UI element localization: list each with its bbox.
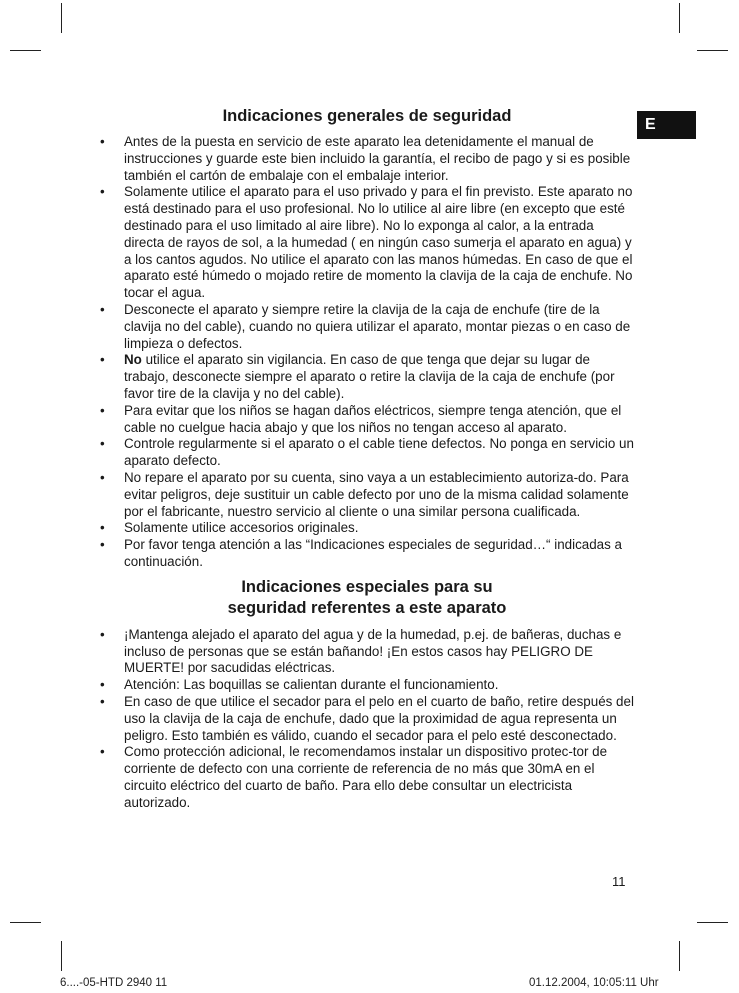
crop-mark: [61, 3, 62, 33]
heading-line: seguridad referentes a este aparato: [227, 598, 507, 617]
list-item: [97, 537, 637, 571]
crop-mark: [61, 941, 62, 971]
crop-mark: [679, 941, 680, 971]
list-item: [97, 184, 637, 302]
footer-file-info: 6....-05-HTD 2940 11: [60, 977, 168, 989]
list-item: [97, 520, 637, 537]
item-text: No repare el aparato por su cuenta, sino vaya a un establecimiento autoriza-do. Para evitar peligros, deje sustituir un cable defecto por uno de la misma calidad solamente por el fabricante, nuestro servicio al cliente o una similar persona cualificada.: [124, 469, 629, 519]
item-text: Atención: Las boquillas se calientan durante el funcionamiento.: [124, 677, 499, 693]
item-text: En caso de que utilice el secador para el pelo en el cuarto de baño, retire después del uso la clavija de la caja de enchufe, dado que la proximidad de agua representa un peligro. Esto también es válido, cuando el secador para el pelo esté desconectado.: [124, 693, 634, 743]
special-safety-list: [97, 627, 637, 812]
item-text: Por favor tenga atención a las “Indicaciones especiales de seguridad…“ indicadas a continuación.: [124, 537, 622, 569]
list-item: [97, 744, 637, 811]
list-item: [97, 694, 637, 744]
bold-text: No: [124, 352, 142, 368]
item-text: ¡Mantenga alejado el aparato del agua y de la humedad, p.ej. de bañeras, duchas e incluso de personas que se están bañando! ¡En estos casos hay PELIGRO DE MUERTE! por sacudidas eléctricas.: [124, 626, 622, 676]
list-item: [97, 470, 637, 520]
language-tab: E: [637, 111, 696, 139]
section-heading-general: Indicaciones generales de seguridad: [222, 107, 512, 125]
page-number: 11: [612, 874, 626, 889]
heading-line: Indicaciones especiales para su: [241, 577, 493, 596]
list-item: [97, 436, 637, 470]
crop-mark: [10, 50, 41, 51]
item-text: Controle regularmente si el aparato o el cable tiene defectos. No ponga en servicio un aparato defecto.: [124, 436, 634, 469]
list-item: [97, 134, 637, 184]
list-item: [97, 352, 637, 402]
item-text: Como protección adicional, le recomendamos instalar un dispositivo protec-tor de corriente de defecto con una corriente de referencia de no más que 30mA en el circuito eléctrico del cuarto de baño. Para ello debe consultar un electricista autorizado.: [124, 744, 608, 810]
section-heading-special: [97, 577, 637, 619]
list-item: [97, 677, 637, 694]
crop-mark: [697, 922, 728, 923]
item-text: utilice el aparato sin vigilancia. En caso de que tenga que dejar su lugar de trabajo, desconecte siempre el aparato o retire la clavija de la caja de enchufe (por favor tire de la clavija y no del cable).: [124, 352, 615, 401]
footer-timestamp: 01.12.2004, 10:05:11 Uhr: [529, 977, 659, 989]
item-text: Para evitar que los niños se hagan daños eléctricos, siempre tenga atención, que el cable no cuelgue hacia abajo y que los niños no tengan acceso al aparato.: [124, 402, 622, 435]
crop-mark: [10, 922, 41, 923]
item-text: Desconecte el aparato y siempre retire la clavija de la caja de enchufe (tire de la clavija no del cable), cuando no quiera utilizar el aparato, montar piezas o en caso de limpieza o defectos.: [124, 301, 631, 351]
list-item: [97, 627, 637, 677]
item-text: Antes de la puesta en servicio de este aparato lea detenidamente el manual de instrucciones y guarde este bien incluido la garantía, el recibo de pago y si es posible también el cartón de embalaje con el embalaje interior.: [124, 134, 631, 183]
general-safety-list: [97, 134, 637, 571]
page-content: [97, 106, 637, 811]
list-item: [97, 403, 637, 437]
crop-mark: [679, 3, 680, 33]
crop-mark: [697, 50, 728, 51]
item-text: Solamente utilice el aparato para el uso privado y para el fin previsto. Este aparato no está destinado para el uso profesional. No lo utilice al aire libre (en excepto que esté destinado para el uso limitado al aire libre). No lo exponga al calor, a la entrada directa de rayos de sol, a la humedad ( en ningún caso sumerja el aparato en agua) y a los cantos agudos. No utilice el aparato con las manos húmedas. En caso de que el aparato esté húmedo o mojado retire de momento la clavija de la caja de enchufe. No tocar el agua.: [124, 184, 633, 301]
item-text: Solamente utilice accesorios originales.: [124, 520, 359, 536]
list-item: [97, 302, 637, 352]
